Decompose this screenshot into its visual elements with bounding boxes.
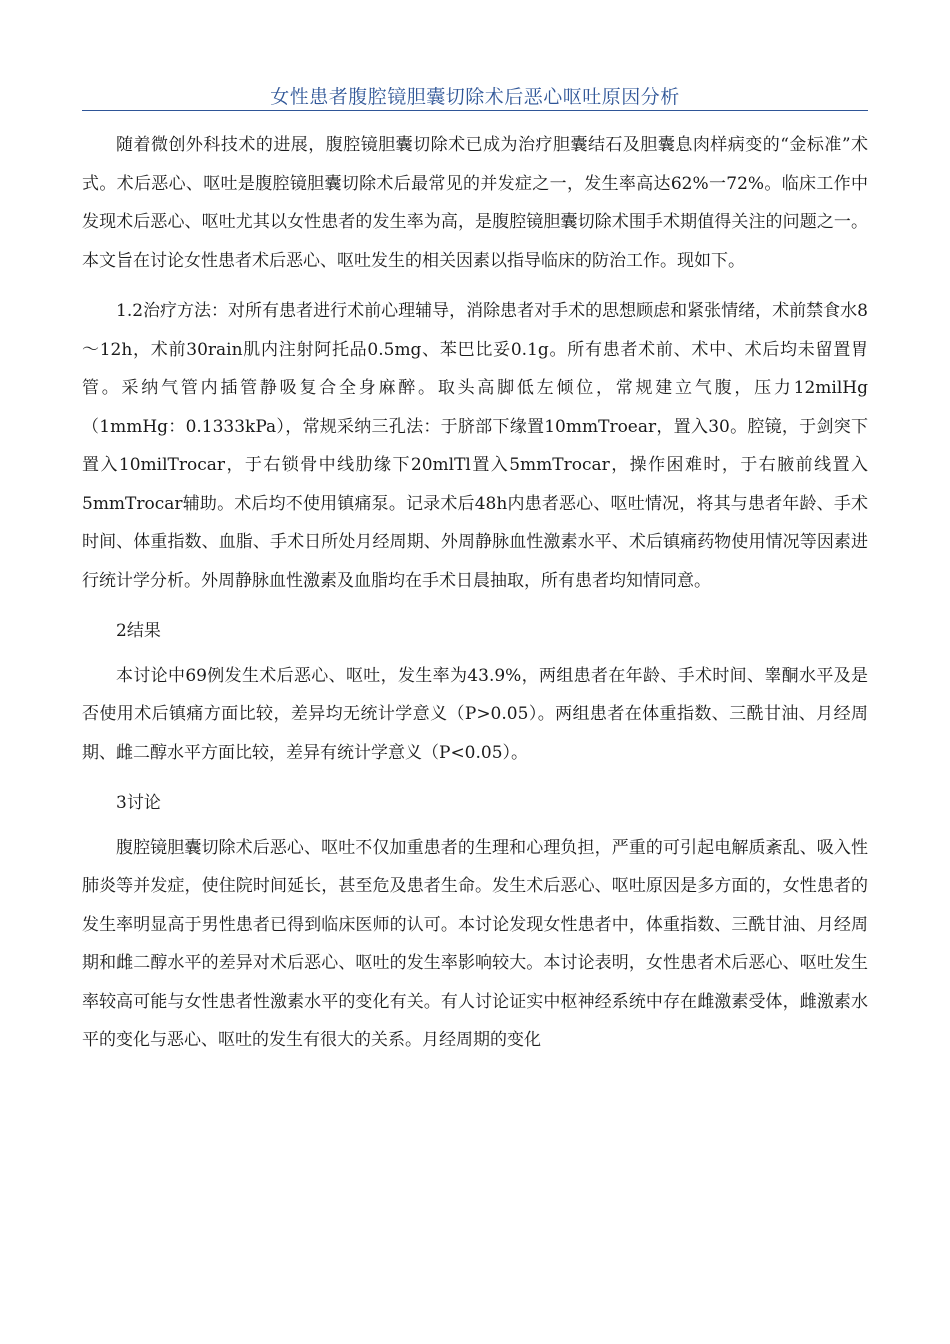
paragraph-methods: 1.2治疗方法：对所有患者进行术前心理辅导，消除患者对手术的思想顾虑和紧张情绪，术前禁食水8～12h，术前30rain肌内注射阿托品0.5mg、苯巴比妥0.1g。所有患者术前、术中、术后均未留置胃管。采纳气管内插管静吸复合全身麻醉。取头高脚低左倾位，常规建立气腹，压力12milHg（1mmHg：0.1333kPa），常规采纳三孔法：于脐部下缘置10mmTroear，置入30。腔镜，于剑突下置入10milTrocar，于右锁骨中线肋缘下20mlTl置入5mmTrocar，操作困难时，于右腋前线置入5mmTrocar辅助。术后均不使用镇痛泵。记录术后48h内患者恶心、呕吐情况，将其与患者年龄、手术时间、体重指数、血脂、手术日所处月经周期、外周静脉血性激素水平、术后镇痛药物使用情况等因素进行统计学分析。外周静脉血性激素及血脂均在手术日晨抽取，所有患者均知情同意。 bbox=[82, 301, 868, 591]
heading-discussion: 3讨论 bbox=[116, 793, 161, 813]
page-title: 女性患者腹腔镜胆囊切除术后恶心呕吐原因分析 bbox=[270, 86, 680, 108]
heading-results: 2结果 bbox=[116, 621, 161, 641]
title-rule bbox=[82, 110, 868, 111]
paragraph-discussion: 腹腔镜胆囊切除术后恶心、呕吐不仅加重患者的生理和心理负担，严重的可引起电解质紊乱、吸入性肺炎等并发症，使住院时间延长，甚至危及患者生命。发生术后恶心、呕吐原因是多方面的，女性患者的发生率明显高于男性患者已得到临床医师的认可。本讨论发现女性患者中，体重指数、三酰甘油、月经周期和雌二醇水平的差异对术后恶心、呕吐的发生率影响较大。本讨论表明，女性患者术后恶心、呕吐发生率较高可能与女性患者性激素水平的变化有关。有人讨论证实中枢神经系统中存在雌激素受体，雌激素水平的变化与恶心、呕吐的发生有很大的关系。月经周期的变化 bbox=[82, 837, 868, 1050]
paragraph-intro: 随着微创外科技术的进展，腹腔镜胆囊切除术已成为治疗胆囊结石及胆囊息肉样病变的“金标准”术式。术后恶心、呕吐是腹腔镜胆囊切除术后最常见的并发症之一，发生率高达62%一72%。临床工作中发现术后恶心、呕吐尤其以女性患者的发生率为高，是腹腔镜胆囊切除术围手术期值得关注的问题之一。本文旨在讨论女性患者术后恶心、呕吐发生的相关因素以指导临床的防治工作。现如下。 bbox=[82, 135, 868, 271]
paragraph-results: 本讨论中69例发生术后恶心、呕吐，发生率为43.9%，两组患者在年龄、手术时间、睾酮水平及是否使用术后镇痛方面比较，差异均无统计学意义（P>0.05）。两组患者在体重指数、三酰甘油、月经周期、雌二醇水平方面比较，差异有统计学意义（P<0.05）。 bbox=[82, 665, 868, 763]
document-body bbox=[82, 126, 868, 1060]
